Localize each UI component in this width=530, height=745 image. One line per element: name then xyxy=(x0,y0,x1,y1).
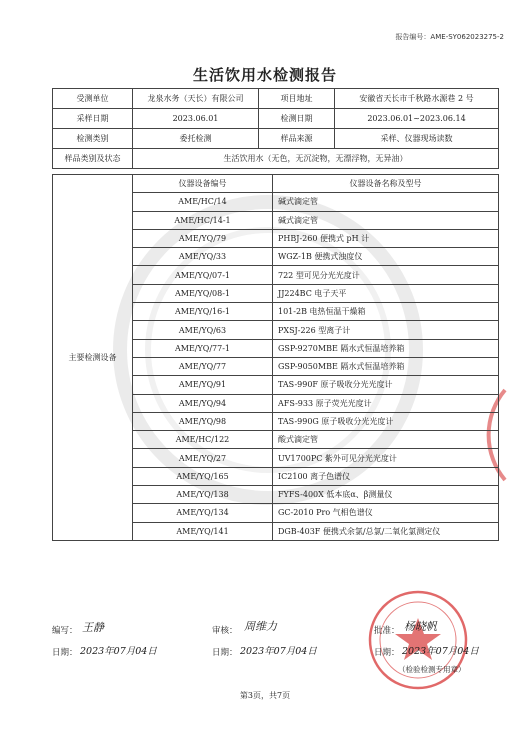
review-date-label: 日期： xyxy=(212,648,238,658)
equipment-name: DGB-403F 便携式余氯/总氯/二氧化氯测定仪 xyxy=(273,522,499,540)
info-value: 2023.06.01~2023.06.14 xyxy=(335,109,499,129)
equipment-code: AME/YQ/134 xyxy=(133,504,273,522)
author-date-label: 日期： xyxy=(52,648,78,658)
report-number: 报告编号：AME-SY062023275-2 xyxy=(395,33,504,41)
equipment-table xyxy=(52,174,499,541)
stamp-note: （检验检测专用章） xyxy=(398,665,466,674)
equipment-name: TAS-990F 原子吸收分光光度计 xyxy=(273,376,499,394)
equipment-code: AME/YQ/27 xyxy=(133,449,273,467)
report-title: 生活饮用水检测报告 xyxy=(192,66,337,84)
col-header-code: 仪器设备编号 xyxy=(133,175,273,193)
author-label: 编写： xyxy=(52,626,78,636)
equipment-header-row xyxy=(53,175,499,193)
info-row xyxy=(53,109,499,129)
equipment-name: 酸式滴定管 xyxy=(273,431,499,449)
sample-row xyxy=(53,149,499,169)
info-label: 样品来源 xyxy=(259,129,335,149)
review-date: 2023年07月04日 xyxy=(240,646,317,657)
equipment-code: AME/HC/14-1 xyxy=(133,211,273,229)
author-signature: 王静 xyxy=(82,621,104,634)
equipment-code: AME/YQ/138 xyxy=(133,486,273,504)
equipment-code: AME/YQ/07-1 xyxy=(133,266,273,284)
sample-value: 生活饮用水（无色，无沉淀物，无漂浮物，无异油） xyxy=(133,149,499,169)
equipment-code: AME/YQ/08-1 xyxy=(133,284,273,302)
equipment-label: 主要检测设备 xyxy=(53,175,133,541)
equipment-code: AME/YQ/94 xyxy=(133,394,273,412)
info-row xyxy=(53,129,499,149)
equipment-name: JJ224BC 电子天平 xyxy=(273,284,499,302)
equipment-name: 碱式滴定管 xyxy=(273,193,499,211)
info-value: 2023.06.01 xyxy=(133,109,259,129)
equipment-code: AME/YQ/16-1 xyxy=(133,303,273,321)
equipment-name: 101-2B 电热恒温干燥箱 xyxy=(273,303,499,321)
equipment-code: AME/YQ/165 xyxy=(133,467,273,485)
equipment-code: AME/YQ/91 xyxy=(133,376,273,394)
approve-signature: 杨晓帆 xyxy=(404,620,437,633)
info-label: 采样日期 xyxy=(53,109,133,129)
equipment-name: 碱式滴定管 xyxy=(273,211,499,229)
equipment-name: UV1700PC 紫外可见分光光度计 xyxy=(273,449,499,467)
author-date: 2023年07月04日 xyxy=(80,646,157,657)
equipment-name: PHBJ-260 便携式 pH 计 xyxy=(273,229,499,247)
equipment-code: AME/YQ/141 xyxy=(133,522,273,540)
equipment-code: AME/HC/14 xyxy=(133,193,273,211)
equipment-name: TAS-990G 原子吸收分光光度计 xyxy=(273,412,499,430)
equipment-code: AME/HC/122 xyxy=(133,431,273,449)
info-label: 受测单位 xyxy=(53,89,133,109)
approve-date-label: 日期： xyxy=(374,648,400,658)
equipment-name: IC2100 离子色谱仪 xyxy=(273,467,499,485)
equipment-name: GSP-9270MBE 隔水式恒温培养箱 xyxy=(273,339,499,357)
equipment-code: AME/YQ/79 xyxy=(133,229,273,247)
equipment-code: AME/YQ/77-1 xyxy=(133,339,273,357)
info-row xyxy=(53,89,499,109)
info-value: 龙泉水务（天长）有限公司 xyxy=(133,89,259,109)
equipment-code: AME/YQ/33 xyxy=(133,248,273,266)
equipment-name: FYFS-400X 低本底α、β测量仪 xyxy=(273,486,499,504)
equipment-name: AFS-933 原子荧光光度计 xyxy=(273,394,499,412)
equipment-code: AME/YQ/98 xyxy=(133,412,273,430)
equipment-code: AME/YQ/63 xyxy=(133,321,273,339)
sample-label: 样品类别及状态 xyxy=(53,149,133,169)
page-number: 第3页，共7页 xyxy=(239,691,291,700)
info-value: 委托检测 xyxy=(133,129,259,149)
equipment-name: 722 型可见分光光度计 xyxy=(273,266,499,284)
info-table xyxy=(52,88,499,169)
review-label: 审核： xyxy=(212,626,238,636)
equipment-name: WGZ-1B 便携式浊度仪 xyxy=(273,248,499,266)
info-value: 安徽省天长市千秋路水源巷 2 号 xyxy=(335,89,499,109)
info-label: 检测日期 xyxy=(259,109,335,129)
equipment-code: AME/YQ/77 xyxy=(133,357,273,375)
equipment-name: GC-2010 Pro 气相色谱仪 xyxy=(273,504,499,522)
review-signature: 周维力 xyxy=(244,620,277,633)
info-value: 采样、仪器现场读数 xyxy=(335,129,499,149)
equipment-name: GSP-9050MBE 隔水式恒温培养箱 xyxy=(273,357,499,375)
col-header-name: 仪器设备名称及型号 xyxy=(273,175,499,193)
info-label: 检测类别 xyxy=(53,129,133,149)
approve-date: 2023年07月04日 xyxy=(402,646,479,657)
approve-label: 批准： xyxy=(374,626,400,636)
equipment-name: PXSJ-226 型离子计 xyxy=(273,321,499,339)
info-label: 项目地址 xyxy=(259,89,335,109)
